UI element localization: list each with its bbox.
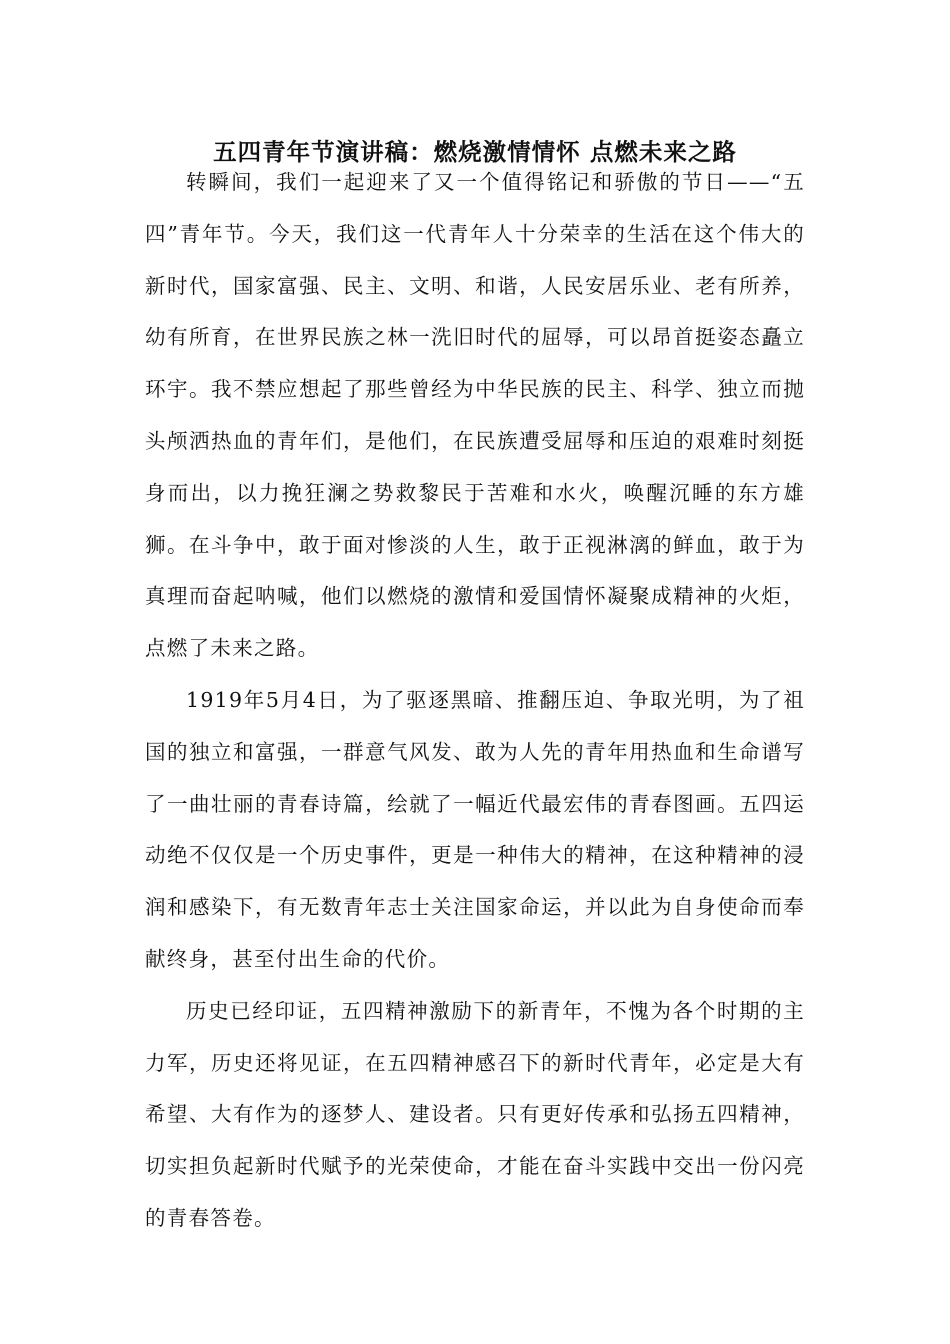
- paragraph-1: 转瞬间，我们一起迎来了又一个值得铭记和骄傲的节日——“五四”青年节。今天，我们这一代青年人十分荣幸的生活在这个伟大的新时代，国家富强、民主、文明、和谐，人民安居乐业、老有所养，幼有所育，在世界民族之林一洗旧时代的屈辱，可以昂首挺姿态矗立环宇。我不禁应想起了那些曾经为中华民族的民主、科学、独立而抛头颅洒热血的青年们，是他们，在民族遭受屈辱和压迫的艰难时刻挺身而出，以力挽狂澜之势救黎民于苦难和水火，唤醒沉睡的东方雄狮。在斗争中，敢于面对惨淡的人生，敢于正视淋漓的鲜血，敢于为真理而奋起呐喊，他们以燃烧的激情和爱国情怀凝聚成精神的火炬，点燃了未来之路。: [145, 170, 805, 661]
- document-body: [145, 157, 805, 1245]
- paragraph-2: 1919年5月4日，为了驱逐黑暗、推翻压迫、争取光明，为了祖国的独立和富强，一群意气风发、敢为人先的青年用热血和生命谱写了一曲壮丽的青春诗篇，绘就了一幅近代最宏伟的青春图画。五四运动绝不仅仅是一个历史事件，更是一种伟大的精神，在这种精神的浸润和感染下，有无数青年志士关注国家命运，并以此为自身使命而奉献终身，甚至付出生命的代价。: [145, 687, 805, 971]
- document-title: 五四青年节演讲稿：燃烧激情情怀 点燃未来之路: [213, 138, 737, 166]
- paragraph-3: 历史已经印证，五四精神激励下的新青年，不愧为各个时期的主力军，历史还将见证，在五四精神感召下的新时代青年，必定是大有希望、大有作为的逐梦人、建设者。只有更好传承和弘扬五四精神，切实担负起新时代赋予的光荣使命，才能在奋斗实践中交出一份闪亮的青春答卷。: [145, 998, 805, 1230]
